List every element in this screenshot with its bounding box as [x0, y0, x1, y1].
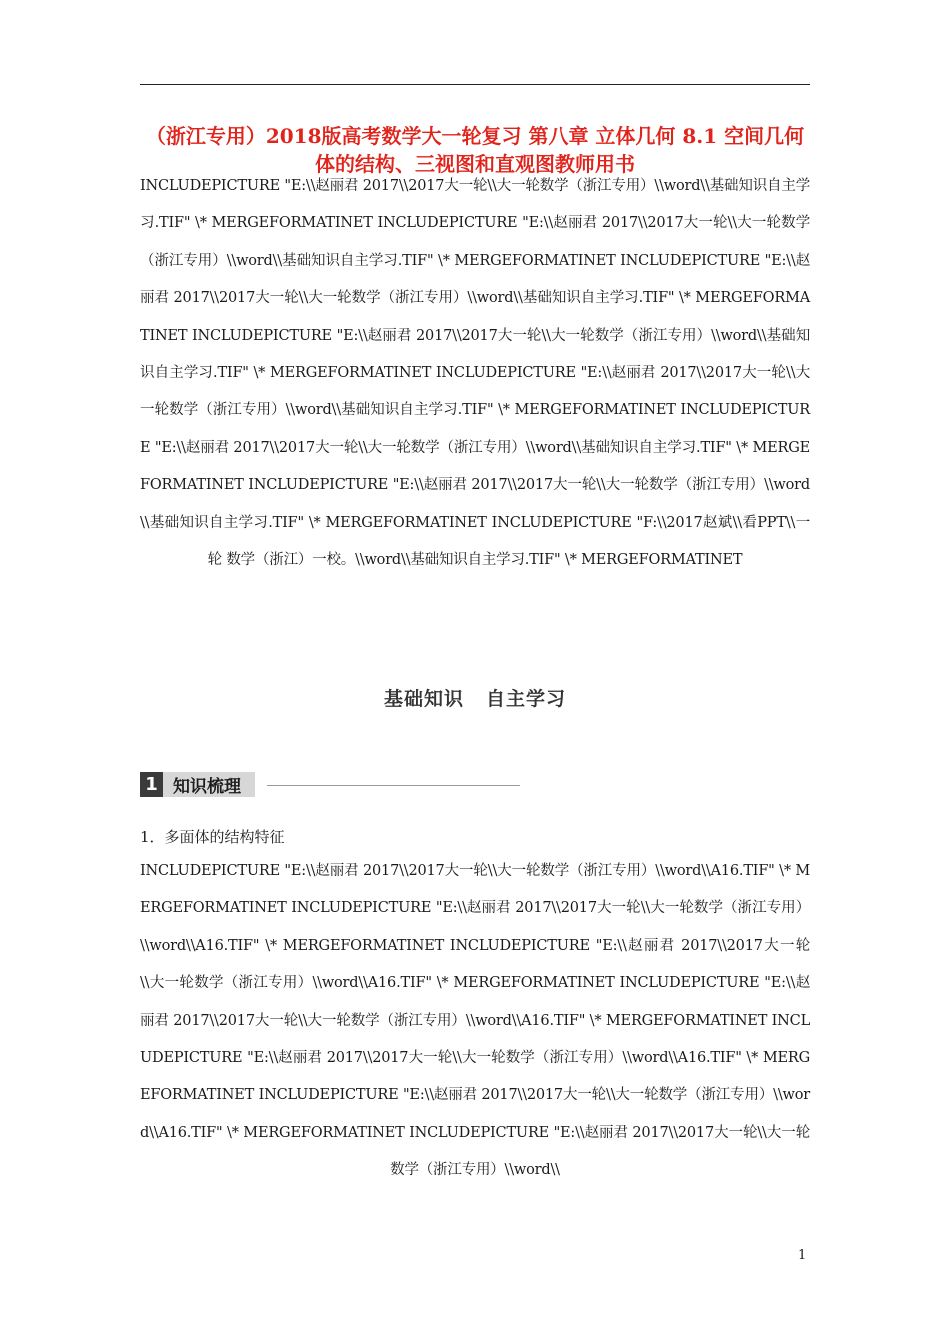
knowledge-tag	[140, 772, 255, 797]
field-code-paragraph-2: INCLUDEPICTURE "E:\\赵丽君 2017\\2017大一轮\\大一轮数学（浙江专用）\\word\\A16.TIF" \* MERGEFORMATINET INCLUDEPICTURE "E:\\赵丽君 2017\\2017大一轮\\大一轮数学（浙江专用）\\word\\A16.TIF" \* MERGEFORMATINET INCLUDEPICTURE "E:\\赵丽君 2017\\2017大一轮\\大一轮数学（浙江专用）\\word\\A16.TIF" \* MERGEFORMATINET INCLUDEPICTURE "E:\\赵丽君 2017\\2017大一轮\\大一轮数学（浙江专用）\\word\\A16.TIF" \* MERGEFORMATINET INCLUDEPICTURE "E:\\赵丽君 2017\\2017大一轮\\大一轮数学（浙江专用）\\word\\A16.TIF" \* MERGEFORMATINET INCLUDEPICTURE "E:\\赵丽君 2017\\2017大一轮\\大一轮数学（浙江专用）\\word\\A16.TIF" \* MERGEFORMATINET INCLUDEPICTURE "E:\\赵丽君 2017\\2017大一轮\\大一轮数学（浙江专用）\\word\\	[140, 863, 810, 1179]
page-number: 1	[798, 1248, 807, 1263]
field-code-paragraph: INCLUDEPICTURE "E:\\赵丽君 2017\\2017大一轮\\大一轮数学（浙江专用）\\word\\基础知识自主学习.TIF" \* MERGEFORMATINET INCLUDEPICTURE "E:\\赵丽君 2017\\2017大一轮\\大一轮数学（浙江专用）\\word\\基础知识自主学习.TIF" \* MERGEFORMATINET INCLUDEPICTURE "E:\\赵丽君 2017\\2017大一轮\\大一轮数学（浙江专用）\\word\\基础知识自主学习.TIF" \* MERGEFORMATINET INCLUDEPICTURE "E:\\赵丽君 2017\\2017大一轮\\大一轮数学（浙江专用）\\word\\基础知识自主学习.TIF" \* MERGEFORMATINET INCLUDEPICTURE "E:\\赵丽君 2017\\2017大一轮\\大一轮数学（浙江专用）\\word\\基础知识自主学习.TIF" \* MERGEFORMATINET INCLUDEPICTURE "E:\\赵丽君 2017\\2017大一轮\\大一轮数学（浙江专用）\\word\\基础知识自主学习.TIF" \* MERGEFORMATINET INCLUDEPICTURE "E:\\赵丽君 2017\\2017大一轮\\大一轮数学（浙江专用）\\word\\基础知识自主学习.TIF" \* MERGEFORMATINET INCLUDEPICTURE "F:\\2017赵斌\\看PPT\\一轮 数学（浙江）一校。\\word\\基础知识自主学习.TIF" \* MERGEFORMATINET	[140, 178, 810, 569]
section-heading-part-2: 自主学习	[486, 688, 567, 710]
header-rule	[140, 84, 810, 85]
document-title: （浙江专用）2018版高考数学大一轮复习 第八章 立体几何 8.1 空间几何体的结构、三视图和直观图教师用书	[145, 124, 805, 176]
tag-number: 1	[140, 772, 163, 797]
tag-label: 知识梳理	[163, 772, 255, 797]
section-heading	[140, 684, 810, 711]
section-heading-part-1: 基础知识	[383, 688, 464, 710]
tag-divider	[267, 785, 520, 786]
list-item-heading: 1．多面体的结构特征	[140, 828, 285, 846]
